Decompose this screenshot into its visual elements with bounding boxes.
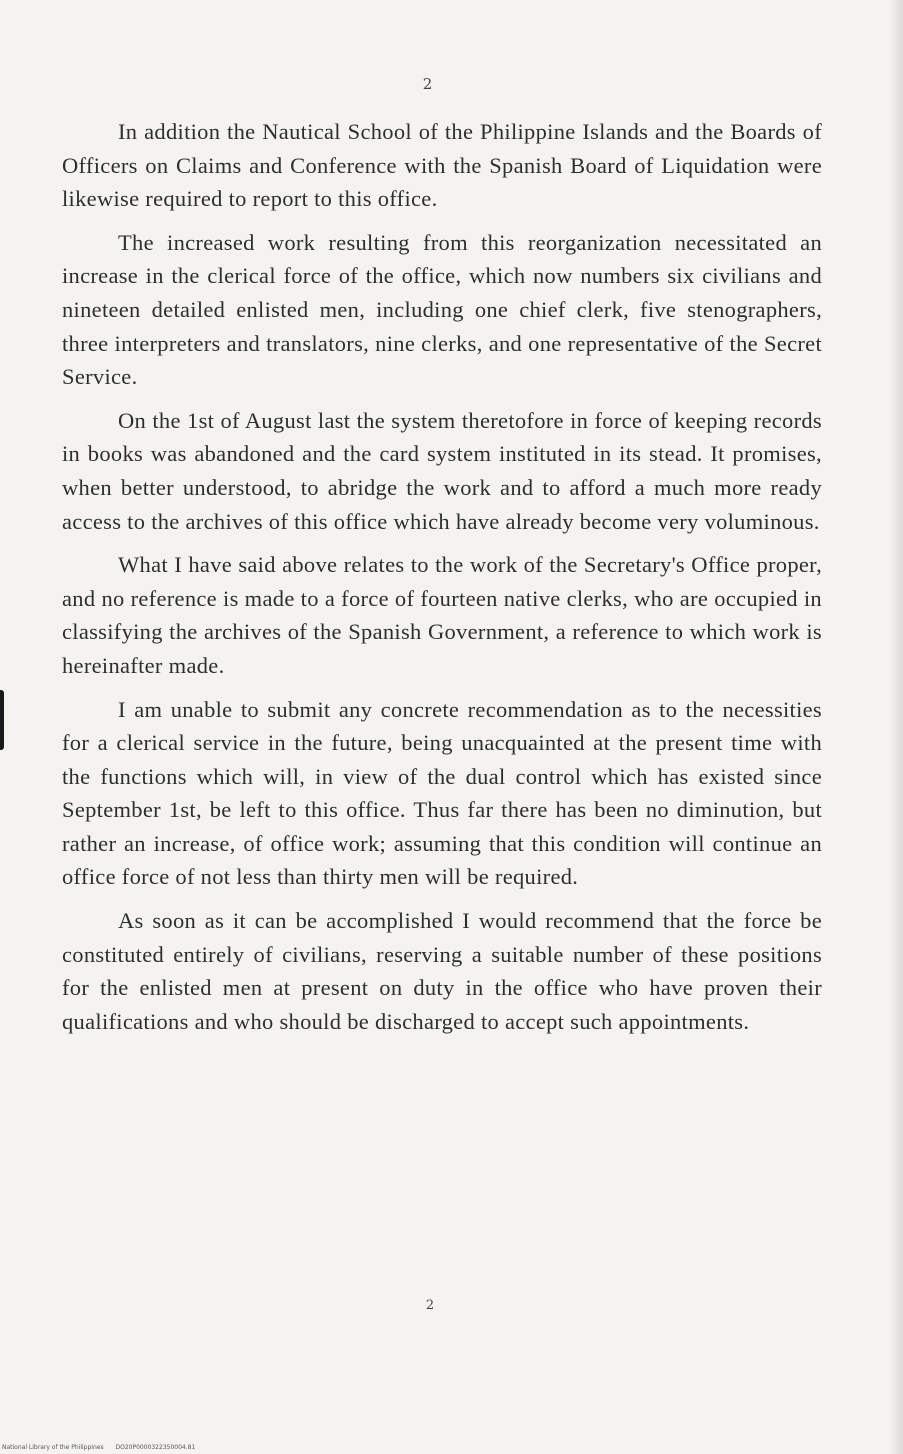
paragraph-1: In addition the Nautical School of the Philippine Islands and the Boards of Officers on Claims and Conference with the Spanish Board of Liquidation were likewise required to report to this office. <box>62 119 822 212</box>
footer-id: DO20P0000322350004.81 <box>115 1444 196 1451</box>
paragraph-6: As soon as it can be accomplished I would recommend that the force be constituted entirely of civilians, reserving a suitable number of these positions for the enlisted men at present on duty in the office who have proven their qualifications and who should be discharged to accept such appointments. <box>62 908 822 1034</box>
paragraph-3: On the 1st of August last the system theretofore in force of keeping records in books was abandoned and the card system instituted in its stead. It promises, when better understood, to abridge the work and to afford a much more ready access to the archives of this office which have already become very voluminous. <box>62 407 822 534</box>
paragraph-5: I am unable to submit any concrete recommendation as to the necessities for a clerical service in the future, being unacquainted at the present time with the functions which will, in view of the dual control which has existed since September 1st, be left to this office. Thus far there has been no diminution, but rather an increase, of office work; assuming that this condition will continue an office force of not less than thirty men will be required. <box>62 696 822 890</box>
scan-footer <box>2 1444 205 1451</box>
binding-mark <box>0 690 4 750</box>
paragraph-4: What I have said above relates to the work of the Secretary's Office proper, and no reference is made to a force of fourteen native clerks, who are occupied in classifying the archives of the Spanish Government, a reference to which work is hereinafter made. <box>62 552 822 678</box>
page-number-top: 2 <box>422 75 433 93</box>
footer-source: National Library of the Philippines <box>2 1444 104 1451</box>
page-edge-shadow <box>889 0 903 1454</box>
paragraph-2: The increased work resulting from this reorganization necessitated an increase in the clerical force of the office, which now numbers six civilians and nineteen detailed enlisted men, including one chief clerk, five stenographers, three interpreters and translators, nine clerks, and one representative of the Secret Service. <box>62 229 822 390</box>
body-text <box>62 115 822 1048</box>
page-number-bottom: 2 <box>425 1298 435 1313</box>
